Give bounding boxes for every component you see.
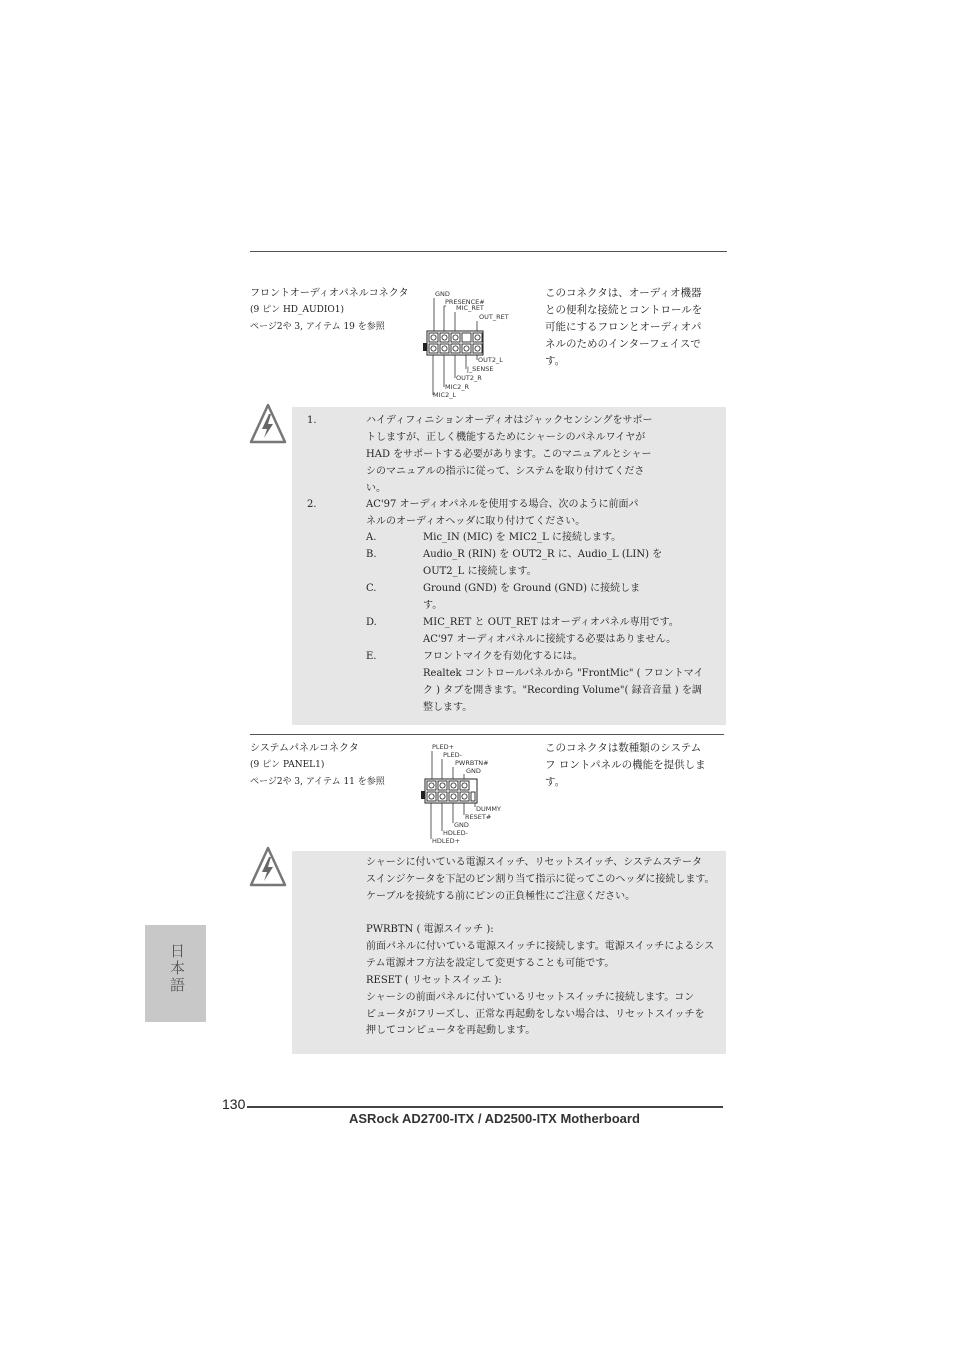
note1-item1-number: 1.: [307, 415, 317, 426]
note1-item1-line: HAD をサポートする必要があります。このマニュアルとシャー: [366, 449, 652, 460]
section2-ref: ページ2や 3, アイテム 11 を参照: [250, 777, 385, 787]
note2-line: シャーシに付いている電源スイッチ、リセットスイッチ、システムステータ: [366, 857, 702, 868]
language-tab: [145, 925, 206, 1022]
note1-subitem-letter: C.: [366, 583, 377, 594]
pin-label-out-ret: OUT_RET: [479, 313, 509, 321]
panel-connector-diagram: [420, 740, 506, 844]
note1-subitem-letter: B.: [366, 549, 377, 560]
section1-description-line: 可能にするフロンとオーディオパ: [545, 321, 702, 333]
section1-ref: ページ2や 3, アイテム 19 を参照: [250, 322, 385, 332]
pin-label-gnd-bottom: GND: [454, 821, 469, 829]
note2-line: RESET ( リセットスイッエ ):: [366, 975, 502, 986]
note1-item1-line: ハイディフィニションオーディオはジャックセンシングをサポー: [366, 415, 653, 426]
section2-title: システムパネルコネクタ: [250, 743, 359, 754]
note1-subitem-line: ク ) タブを開きます。"Recording Volume"( 録音音量 ) を調: [423, 685, 702, 696]
note1-item1-line: シのマニュアルの指示に従って、システムを取り付けてくださ: [366, 466, 645, 477]
note1-item2-number: 2.: [307, 499, 317, 510]
note1-subitem-line: Audio_R (RIN) を OUT2_R に、Audio_L (LIN) を: [423, 549, 663, 560]
note1-subitem-letter: A.: [366, 532, 377, 543]
warning-icon: [248, 402, 288, 446]
section-divider: [250, 734, 724, 735]
note1-subitem-letter: E.: [366, 651, 377, 662]
section2-description-line: す。: [545, 776, 566, 788]
pin-label-gnd: GND: [435, 290, 450, 298]
section1-subtitle: (9 ピン HD_AUDIO1): [250, 305, 344, 315]
note1-subitem-line: Realtek コントロールパネルから "FrontMic" ( フロントマイ: [423, 668, 704, 679]
note2-line: ピュータがフリーズし、正常な再起動をしない場合は、リセットスイッチを: [366, 1009, 705, 1020]
audio-connector-diagram: [420, 286, 520, 402]
note1-subitem-line: Ground (GND) を Ground (GND) に接続しま: [423, 583, 641, 594]
warning-icon: [248, 845, 288, 889]
pin-label-gnd-top: GND: [466, 767, 481, 775]
section2-description-line: フ ロントパネルの機能を提供しま: [545, 759, 706, 771]
language-tab-label: 日本語: [168, 943, 186, 994]
page-number: 130: [222, 1096, 246, 1112]
note1-item1-line: トしますが、正しく機能するためにシャーシのパネルワイヤが: [366, 432, 646, 443]
note1-subitem-line: 整します。: [423, 702, 473, 713]
pin-label-mic2-l: MIC2_L: [433, 391, 457, 399]
pin-label-out2-r: OUT2_R: [456, 374, 482, 382]
note2-line: 前面パネルに付いている電源スイッチに接続します。電源スイッチによるシス: [366, 941, 715, 952]
pin-label-mic2-r: MIC2_R: [445, 383, 469, 391]
footer-divider: [247, 1106, 723, 1108]
note1-subitem-line: フロントマイクを有効化するには。: [423, 651, 583, 662]
pin-label-pled-minus: PLED-: [443, 751, 462, 759]
section1-description-line: す。: [545, 355, 566, 367]
note2-line: テム電源オフ方法を設定して変更することも可能です。: [366, 958, 615, 969]
section2-subtitle: (9 ピン PANEL1): [250, 760, 325, 770]
note1-subitem-line: Mic_IN (MIC) を MIC2_L に接続します。: [423, 532, 622, 543]
section1-description-line: ネルのためのインターフェイスで: [545, 338, 701, 350]
note2-line: PWRBTN ( 電源スイッチ ):: [366, 924, 494, 935]
pin-label-hdled-minus: HDLED-: [443, 829, 468, 837]
note1-item1-line: い。: [366, 483, 386, 494]
pin-label-mic-ret: MIC_RET: [456, 304, 484, 312]
note1-subitem-letter: D.: [366, 617, 377, 628]
pin-label-pwrbtn: PWRBTN#: [455, 759, 489, 767]
note2-line: シャーシの前面パネルに付いているリセットスイッチに接続します。コン: [366, 992, 695, 1003]
note1-subitem-line: OUT2_L に接続します。: [423, 566, 537, 577]
note1-subitem-line: MIC_RET と OUT_RET はオーディオパネル専用です。: [423, 617, 679, 628]
section2-description-line: このコネクタは数種類のシステム: [545, 742, 702, 754]
section1-description-line: との便利な接続とコントロールを: [545, 304, 703, 316]
note1-item2-line: AC'97 オーディオパネルを使用する場合、次のように前面パ: [366, 499, 639, 510]
pin-label-out2-l: OUT2_L: [478, 356, 503, 364]
section1-description-line: このコネクタは、オーディオ機器: [545, 287, 702, 299]
top-divider: [250, 251, 727, 252]
pin-label-dummy: DUMMY: [476, 805, 501, 813]
pin-label-pled-plus: PLED+: [432, 743, 455, 751]
pin-label-presence: PRESENCE#: [445, 298, 485, 306]
note1-item2-line: ネルのオーディオヘッダに取り付けてください。: [366, 516, 586, 527]
pin-label-hdled-plus: HDLED+: [432, 837, 461, 844]
pin-label-reset: RESET#: [465, 813, 492, 821]
note2-line: ケーブルを接続する前にピンの正負極性にご注意ください。: [366, 891, 636, 902]
note2-line: 押してコンピュータを再起動します。: [366, 1025, 536, 1036]
section1-description: [545, 285, 702, 370]
section1-title: フロントオーディオパネルコネクタ: [250, 288, 409, 299]
footer-title: ASRock AD2700-ITX / AD2500-ITX Motherboard: [349, 1111, 640, 1126]
note1-subitem-line: す。: [423, 600, 443, 611]
section2-description: [545, 740, 706, 791]
pin-label-j-sense: J_SENSE: [467, 365, 494, 373]
note1-subitem-line: AC'97 オーディオパネルに接続する必要はありません。: [423, 634, 677, 645]
note2-line: スインジケータを下記のピン割り当て指示に従ってこのヘッダに接続します。: [366, 874, 715, 885]
